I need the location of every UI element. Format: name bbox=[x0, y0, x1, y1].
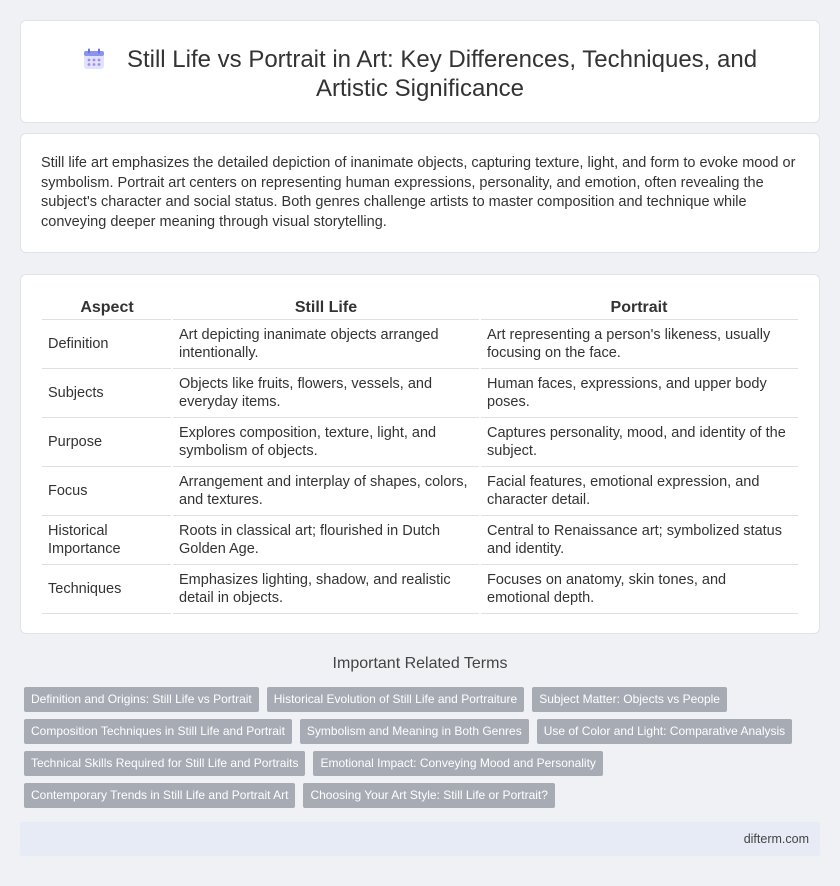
portrait-cell: Art representing a person's likeness, usually focusing on the face. bbox=[480, 319, 798, 368]
header-still-life: Still Life bbox=[172, 296, 480, 319]
still-life-cell: Objects like fruits, flowers, vessels, and everyday items. bbox=[172, 368, 480, 417]
related-term-tag[interactable]: Emotional Impact: Conveying Mood and Personality bbox=[313, 751, 602, 776]
related-term-tag[interactable]: Symbolism and Meaning in Both Genres bbox=[300, 719, 529, 744]
title-line-1: Still Life vs Portrait in Art: Key Differences, Techniques, and bbox=[126, 46, 758, 73]
comparison-table bbox=[42, 296, 798, 614]
related-term-tag[interactable]: Composition Techniques in Still Life and Portrait bbox=[24, 719, 292, 744]
aspect-cell: Techniques bbox=[42, 564, 172, 613]
portrait-cell: Facial features, emotional expression, and character detail. bbox=[480, 466, 798, 515]
still-life-cell: Emphasizes lighting, shadow, and realistic detail in objects. bbox=[172, 564, 480, 613]
table-row bbox=[42, 515, 798, 564]
aspect-cell: Focus bbox=[42, 466, 172, 515]
related-term-tag[interactable]: Contemporary Trends in Still Life and Portrait Art bbox=[24, 783, 295, 808]
related-terms-heading: Important Related Terms bbox=[332, 655, 508, 672]
tag-row bbox=[24, 783, 804, 808]
comparison-card bbox=[20, 274, 820, 634]
footer bbox=[20, 822, 820, 856]
tag-row bbox=[24, 751, 804, 776]
portrait-cell: Central to Renaissance art; symbolized status and identity. bbox=[480, 515, 798, 564]
title-line-2: Artistic Significance bbox=[315, 75, 525, 102]
table-header-row bbox=[42, 296, 798, 319]
aspect-cell: Purpose bbox=[42, 417, 172, 466]
footer-site-link[interactable]: difterm.com bbox=[743, 832, 809, 846]
portrait-cell: Human faces, expressions, and upper body poses. bbox=[480, 368, 798, 417]
intro-card bbox=[20, 133, 820, 253]
aspect-cell: Historical Importance bbox=[42, 515, 172, 564]
related-term-tag[interactable]: Historical Evolution of Still Life and Portraiture bbox=[267, 687, 524, 712]
intro-paragraph: Still life art emphasizes the detailed depiction of inanimate objects, capturing texture, light, and form to evoke mood or symbolism. Portrait art centers on representing human expressions, personality, and emotion, often revealing the subject's character and social status. Both genres challenge artists to master composition and technique while conveying deeper meaning through visual storytelling. bbox=[41, 155, 796, 230]
portrait-cell: Focuses on anatomy, skin tones, and emotional depth. bbox=[480, 564, 798, 613]
header-portrait: Portrait bbox=[480, 296, 798, 319]
table-row bbox=[42, 368, 798, 417]
table-row bbox=[42, 319, 798, 368]
related-term-tag[interactable]: Use of Color and Light: Comparative Analysis bbox=[537, 719, 792, 744]
still-life-cell: Art depicting inanimate objects arranged intentionally. bbox=[172, 319, 480, 368]
still-life-cell: Arrangement and interplay of shapes, colors, and textures. bbox=[172, 466, 480, 515]
header-aspect: Aspect bbox=[42, 296, 172, 319]
tag-row bbox=[24, 719, 804, 744]
still-life-cell: Roots in classical art; flourished in Dutch Golden Age. bbox=[172, 515, 480, 564]
tag-row bbox=[24, 687, 804, 712]
aspect-cell: Definition bbox=[42, 319, 172, 368]
related-term-tag[interactable]: Definition and Origins: Still Life vs Portrait bbox=[24, 687, 259, 712]
portrait-cell: Captures personality, mood, and identity of the subject. bbox=[480, 417, 798, 466]
aspect-cell: Subjects bbox=[42, 368, 172, 417]
calendar-icon bbox=[83, 48, 105, 70]
table-row bbox=[42, 466, 798, 515]
header-card bbox=[20, 20, 820, 123]
related-term-tag[interactable]: Choosing Your Art Style: Still Life or Portrait? bbox=[303, 783, 554, 808]
still-life-cell: Explores composition, texture, light, and symbolism of objects. bbox=[172, 417, 480, 466]
table-row bbox=[42, 564, 798, 613]
related-term-tag[interactable]: Technical Skills Required for Still Life and Portraits bbox=[24, 751, 305, 776]
table-row bbox=[42, 417, 798, 466]
related-terms-tags bbox=[24, 687, 804, 815]
related-term-tag[interactable]: Subject Matter: Objects vs People bbox=[532, 687, 727, 712]
page-title bbox=[21, 45, 819, 103]
